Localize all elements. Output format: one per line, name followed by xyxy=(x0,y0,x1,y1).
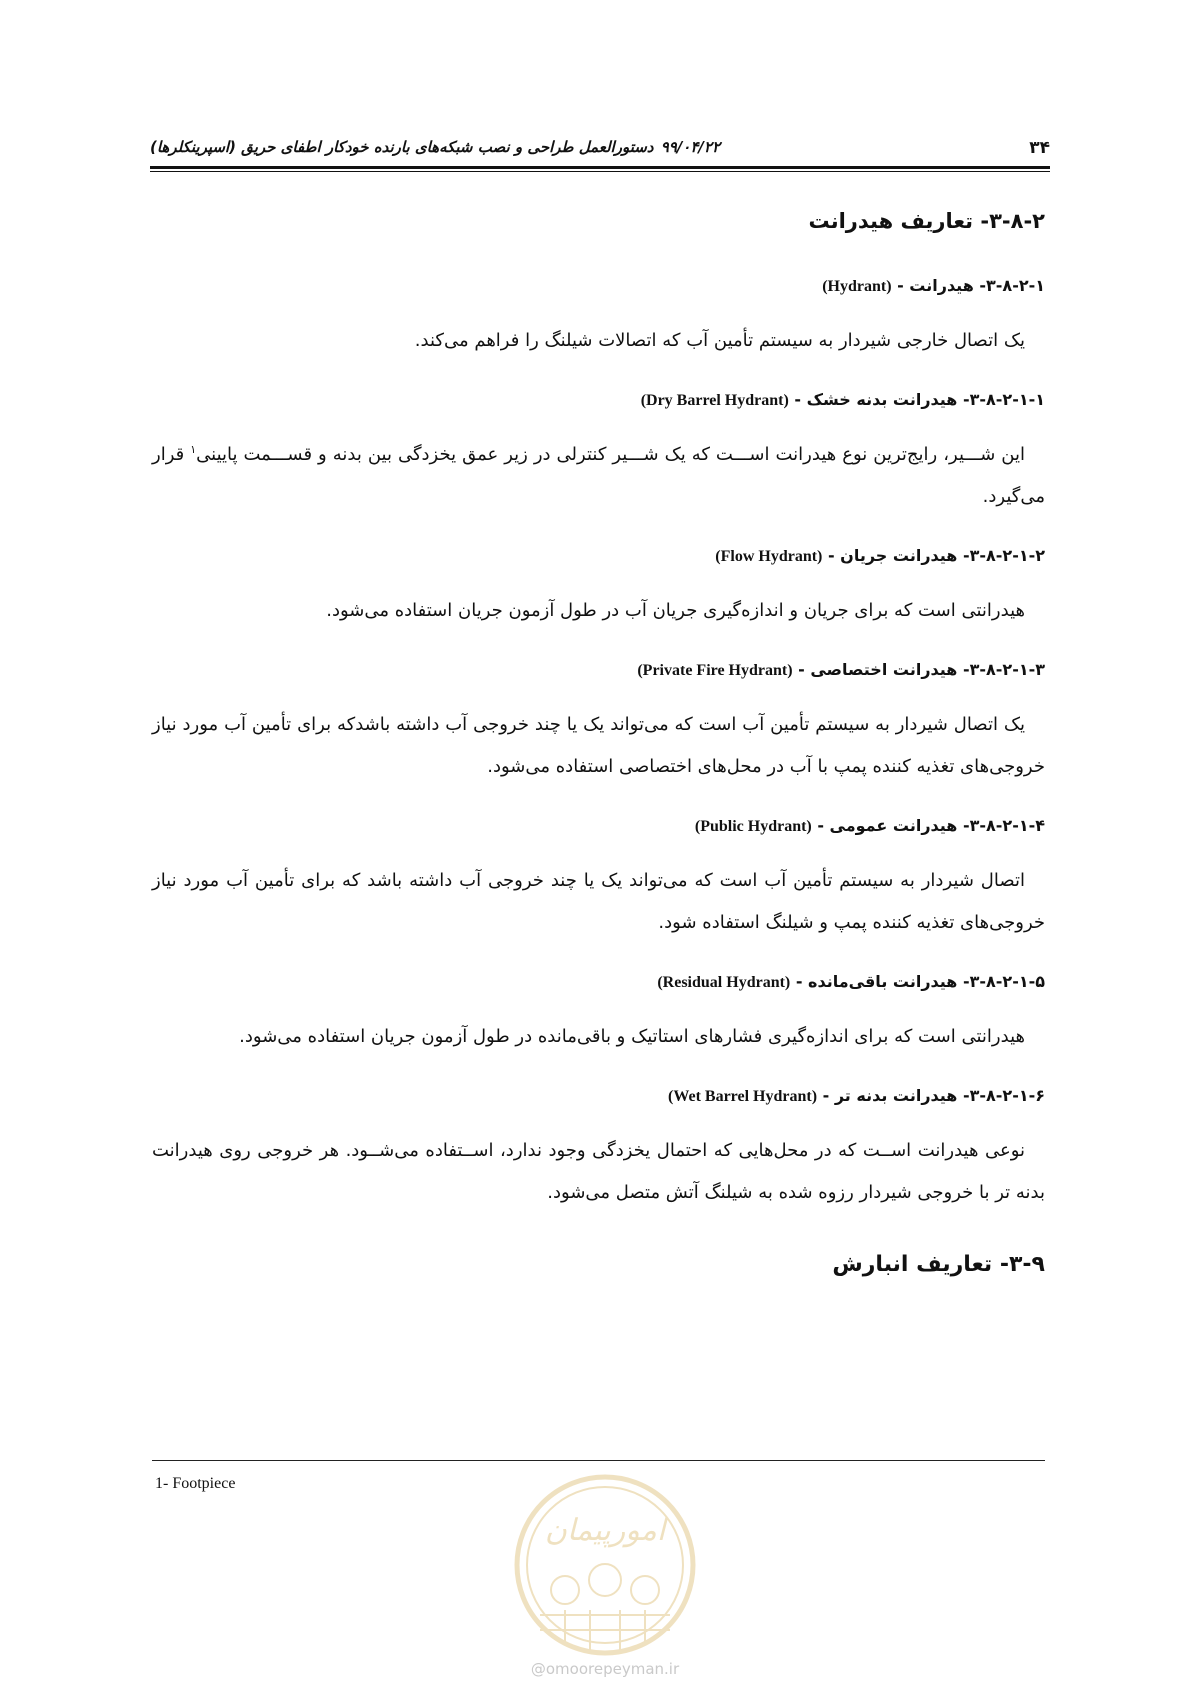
header-rule-thin xyxy=(150,171,1050,172)
subheading-en: (Public Hydrant) xyxy=(694,818,812,835)
header-date: ۹۹/۰۴/۲۲ xyxy=(660,138,720,156)
paragraph-text-end: قرار می‌گیرد. xyxy=(152,444,1045,507)
watermark-url: @omoorepeyman.ir xyxy=(530,1660,680,1678)
subheading-en: (Flow Hydrant) xyxy=(715,548,823,565)
header-title: دستورالعمل طراحی و نصب شبکه‌های بارنده خودکار اطفای حریق (اسپرینکلرها) xyxy=(150,138,654,156)
footnote: 1- Footpiece xyxy=(155,1475,236,1492)
section-heading-storage-definitions: ۳-۹- تعاریف انبارش xyxy=(832,1252,1045,1277)
subheading-private xyxy=(152,658,1045,683)
page-number: ۳۴ xyxy=(1029,138,1050,158)
subheading-en: (Dry Barrel Hydrant) xyxy=(640,392,789,409)
main-content xyxy=(152,206,1045,1318)
subheading-fa: ۳-۸-۲-۱-۳- هیدرانت اختصاصی - xyxy=(792,660,1045,679)
watermark-seal-icon xyxy=(510,1470,700,1660)
subheading-fa: ۳-۸-۲-۱-۴- هیدرانت عمومی - xyxy=(811,816,1045,835)
footnote-rule xyxy=(152,1460,1045,1461)
subheading-en: (Residual Hydrant) xyxy=(657,974,791,991)
subheading-en: (Hydrant) xyxy=(822,278,892,295)
subheading-residual xyxy=(152,970,1045,995)
subheading-fa: ۳-۸-۲-۱-۵- هیدرانت باقی‌مانده - xyxy=(790,972,1045,991)
page-header xyxy=(150,130,1050,166)
subheading-wet-barrel xyxy=(152,1084,1045,1109)
paragraph-text: این شـــیر، رایج‌ترین نوع هیدرانت اســـت که یک شـــیر کنترلی در زیر عمق یخزدگی بین بدنه و قســـمت پایینی xyxy=(196,444,1026,465)
subheading-en: (Wet Barrel Hydrant) xyxy=(668,1088,818,1105)
subheading-dry-barrel xyxy=(152,388,1045,413)
subheading-fa: ۳-۸-۲-۱-۲- هیدرانت جریان - xyxy=(822,546,1045,565)
paragraph-wet-barrel: نوعی هیدرانت اســت که در محل‌هایی که احتمال یخزدگی وجود ندارد، اســتفاده می‌شــود. هر خروجی روی هیدرانت بدنه تر با خروجی شیردار رزوه شده به شیلنگ آتش متصل می‌شود. xyxy=(152,1140,1045,1203)
paragraph-residual: هیدرانتی است که برای اندازه‌گیری فشارهای استاتیک و باقی‌مانده در طول آزمون جریان استفاده می‌شود. xyxy=(239,1026,1025,1047)
subheading-en: (Private Fire Hydrant) xyxy=(637,662,793,679)
section-heading-hydrant-definitions: ۳-۸-۲- تعاریف هیدرانت xyxy=(808,209,1045,233)
paragraph-public: اتصال شیردار به سیستم تأمین آب است که می‌تواند یک یا چند خروجی آب داشته باشد که برای تأمین آب مورد نیاز خروجی‌های تغذیه کننده پمپ و شیلنگ استفاده شود. xyxy=(152,870,1045,933)
subheading-fa: ۳-۸-۲-۱- هیدرانت - xyxy=(891,276,1045,295)
subheading-hydrant xyxy=(152,274,1045,299)
paragraph-dry-barrel xyxy=(152,434,1045,518)
paragraph-hydrant: یک اتصال خارجی شیردار به سیستم تأمین آب که اتصالات شیلنگ را فراهم می‌کند. xyxy=(414,330,1025,351)
paragraph-private: یک اتصال شیردار به سیستم تأمین آب است که می‌تواند یک یا چند خروجی آب داشته باشدکه برای تأمین آب مورد نیاز خروجی‌های تغذیه کننده پمپ با آب در محل‌های اختصاصی استفاده می‌شود. xyxy=(152,714,1045,777)
subheading-fa: ۳-۸-۲-۱-۱- هیدرانت بدنه خشک - xyxy=(788,390,1045,409)
subheading-flow xyxy=(152,544,1045,569)
subheading-fa: ۳-۸-۲-۱-۶- هیدرانت بدنه تر - xyxy=(817,1086,1045,1105)
svg-text:امورپیمان: امورپیمان xyxy=(544,1513,666,1548)
paragraph-flow: هیدرانتی است که برای جریان و اندازه‌گیری جریان آب در طول آزمون جریان استفاده می‌شود. xyxy=(326,600,1025,621)
header-rule-thick xyxy=(150,166,1050,169)
subheading-public xyxy=(152,814,1045,839)
footnote-marker[interactable]: ۱ xyxy=(190,443,197,456)
